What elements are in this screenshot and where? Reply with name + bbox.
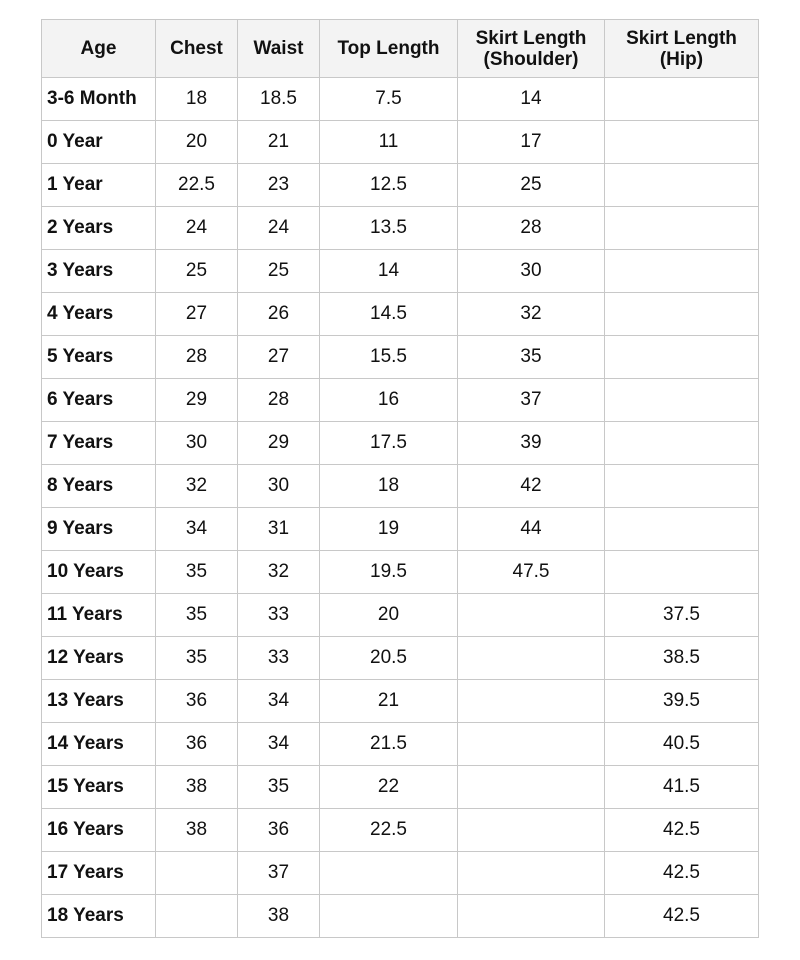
waist-cell: 37: [238, 852, 320, 895]
skirt-length-hip-cell: [605, 207, 759, 250]
chest-cell: 35: [156, 594, 238, 637]
chest-cell: 30: [156, 422, 238, 465]
table-row: [42, 121, 759, 164]
skirt-length-shoulder-cell: [458, 723, 605, 766]
age-cell: 5 Years: [42, 336, 156, 379]
table-row: [42, 637, 759, 680]
waist-cell: 38: [238, 895, 320, 938]
top-length-cell: 17.5: [320, 422, 458, 465]
top-length-cell: 11: [320, 121, 458, 164]
skirt-length-hip-cell: [605, 336, 759, 379]
waist-cell: 28: [238, 379, 320, 422]
age-cell: 16 Years: [42, 809, 156, 852]
chest-cell: [156, 852, 238, 895]
skirt-length-shoulder-cell: 17: [458, 121, 605, 164]
skirt-length-shoulder-cell: [458, 766, 605, 809]
chest-cell: 27: [156, 293, 238, 336]
skirt-length-hip-cell: 42.5: [605, 809, 759, 852]
table-row: [42, 379, 759, 422]
top-length-cell: 18: [320, 465, 458, 508]
skirt-length-hip-cell: 38.5: [605, 637, 759, 680]
waist-cell: 23: [238, 164, 320, 207]
table-row: [42, 723, 759, 766]
skirt-length-shoulder-cell: 28: [458, 207, 605, 250]
chest-cell: 18: [156, 78, 238, 121]
table-row: [42, 852, 759, 895]
skirt-length-hip-cell: [605, 164, 759, 207]
age-cell: 11 Years: [42, 594, 156, 637]
header-skirt-length-hip: Skirt Length (Hip): [605, 20, 759, 78]
age-cell: 0 Year: [42, 121, 156, 164]
header-top-length: Top Length: [320, 20, 458, 78]
waist-cell: 30: [238, 465, 320, 508]
table-row: [42, 293, 759, 336]
age-cell: 7 Years: [42, 422, 156, 465]
waist-cell: 35: [238, 766, 320, 809]
table-row: [42, 78, 759, 121]
waist-cell: 33: [238, 637, 320, 680]
table-row: [42, 594, 759, 637]
skirt-length-shoulder-cell: [458, 637, 605, 680]
chest-cell: 34: [156, 508, 238, 551]
top-length-cell: 21.5: [320, 723, 458, 766]
top-length-cell: 20: [320, 594, 458, 637]
skirt-length-shoulder-cell: 44: [458, 508, 605, 551]
waist-cell: 25: [238, 250, 320, 293]
skirt-length-shoulder-cell: [458, 809, 605, 852]
skirt-length-hip-cell: [605, 379, 759, 422]
skirt-length-shoulder-cell: [458, 895, 605, 938]
top-length-cell: 19: [320, 508, 458, 551]
chest-cell: [156, 895, 238, 938]
header-skirt-length-shoulder: Skirt Length (Shoulder): [458, 20, 605, 78]
chest-cell: 38: [156, 809, 238, 852]
age-cell: 9 Years: [42, 508, 156, 551]
table-row: [42, 766, 759, 809]
age-cell: 3 Years: [42, 250, 156, 293]
table-row: [42, 336, 759, 379]
chest-cell: 36: [156, 723, 238, 766]
table-body: [42, 78, 759, 938]
waist-cell: 34: [238, 680, 320, 723]
skirt-length-shoulder-cell: 32: [458, 293, 605, 336]
waist-cell: 26: [238, 293, 320, 336]
top-length-cell: 19.5: [320, 551, 458, 594]
age-cell: 13 Years: [42, 680, 156, 723]
waist-cell: 36: [238, 809, 320, 852]
age-cell: 2 Years: [42, 207, 156, 250]
top-length-cell: 15.5: [320, 336, 458, 379]
table-row: [42, 680, 759, 723]
skirt-length-shoulder-cell: [458, 594, 605, 637]
waist-cell: 29: [238, 422, 320, 465]
header-waist: Waist: [238, 20, 320, 78]
age-cell: 18 Years: [42, 895, 156, 938]
skirt-length-shoulder-cell: 25: [458, 164, 605, 207]
skirt-length-shoulder-cell: [458, 852, 605, 895]
skirt-length-shoulder-cell: 47.5: [458, 551, 605, 594]
top-length-cell: 14.5: [320, 293, 458, 336]
top-length-cell: 22: [320, 766, 458, 809]
top-length-cell: 12.5: [320, 164, 458, 207]
skirt-length-hip-cell: [605, 293, 759, 336]
age-cell: 10 Years: [42, 551, 156, 594]
top-length-cell: [320, 895, 458, 938]
table-row: [42, 207, 759, 250]
waist-cell: 27: [238, 336, 320, 379]
skirt-length-shoulder-cell: 30: [458, 250, 605, 293]
chest-cell: 29: [156, 379, 238, 422]
chest-cell: 24: [156, 207, 238, 250]
skirt-length-hip-cell: [605, 250, 759, 293]
skirt-length-hip-cell: 42.5: [605, 852, 759, 895]
chest-cell: 36: [156, 680, 238, 723]
table-row: [42, 551, 759, 594]
table-row: [42, 250, 759, 293]
skirt-length-hip-cell: [605, 551, 759, 594]
waist-cell: 31: [238, 508, 320, 551]
chest-cell: 35: [156, 637, 238, 680]
skirt-length-hip-cell: [605, 465, 759, 508]
age-cell: 15 Years: [42, 766, 156, 809]
top-length-cell: [320, 852, 458, 895]
waist-cell: 32: [238, 551, 320, 594]
skirt-length-hip-cell: [605, 508, 759, 551]
chest-cell: 32: [156, 465, 238, 508]
age-cell: 14 Years: [42, 723, 156, 766]
age-cell: 6 Years: [42, 379, 156, 422]
skirt-length-shoulder-cell: 42: [458, 465, 605, 508]
skirt-length-shoulder-cell: 14: [458, 78, 605, 121]
skirt-length-hip-cell: [605, 78, 759, 121]
top-length-cell: 7.5: [320, 78, 458, 121]
skirt-length-shoulder-cell: 35: [458, 336, 605, 379]
table-row: [42, 422, 759, 465]
header-row: [42, 20, 759, 78]
size-chart-table: [41, 19, 759, 938]
skirt-length-hip-cell: 39.5: [605, 680, 759, 723]
skirt-length-hip-cell: 41.5: [605, 766, 759, 809]
age-cell: 8 Years: [42, 465, 156, 508]
top-length-cell: 20.5: [320, 637, 458, 680]
table-row: [42, 465, 759, 508]
skirt-length-hip-cell: [605, 121, 759, 164]
age-cell: 1 Year: [42, 164, 156, 207]
skirt-length-shoulder-cell: [458, 680, 605, 723]
skirt-length-shoulder-cell: 37: [458, 379, 605, 422]
skirt-length-hip-cell: [605, 422, 759, 465]
waist-cell: 33: [238, 594, 320, 637]
top-length-cell: 16: [320, 379, 458, 422]
age-cell: 3-6 Month: [42, 78, 156, 121]
chest-cell: 38: [156, 766, 238, 809]
skirt-length-hip-cell: 40.5: [605, 723, 759, 766]
header-age: Age: [42, 20, 156, 78]
chest-cell: 25: [156, 250, 238, 293]
skirt-length-shoulder-cell: 39: [458, 422, 605, 465]
age-cell: 4 Years: [42, 293, 156, 336]
chest-cell: 28: [156, 336, 238, 379]
table-row: [42, 809, 759, 852]
chest-cell: 22.5: [156, 164, 238, 207]
table-row: [42, 164, 759, 207]
waist-cell: 21: [238, 121, 320, 164]
table-row: [42, 895, 759, 938]
table-header: [42, 20, 759, 78]
age-cell: 17 Years: [42, 852, 156, 895]
top-length-cell: 22.5: [320, 809, 458, 852]
skirt-length-hip-cell: 42.5: [605, 895, 759, 938]
table-row: [42, 508, 759, 551]
header-chest: Chest: [156, 20, 238, 78]
top-length-cell: 14: [320, 250, 458, 293]
top-length-cell: 13.5: [320, 207, 458, 250]
waist-cell: 18.5: [238, 78, 320, 121]
chest-cell: 35: [156, 551, 238, 594]
skirt-length-hip-cell: 37.5: [605, 594, 759, 637]
chest-cell: 20: [156, 121, 238, 164]
top-length-cell: 21: [320, 680, 458, 723]
age-cell: 12 Years: [42, 637, 156, 680]
waist-cell: 34: [238, 723, 320, 766]
waist-cell: 24: [238, 207, 320, 250]
